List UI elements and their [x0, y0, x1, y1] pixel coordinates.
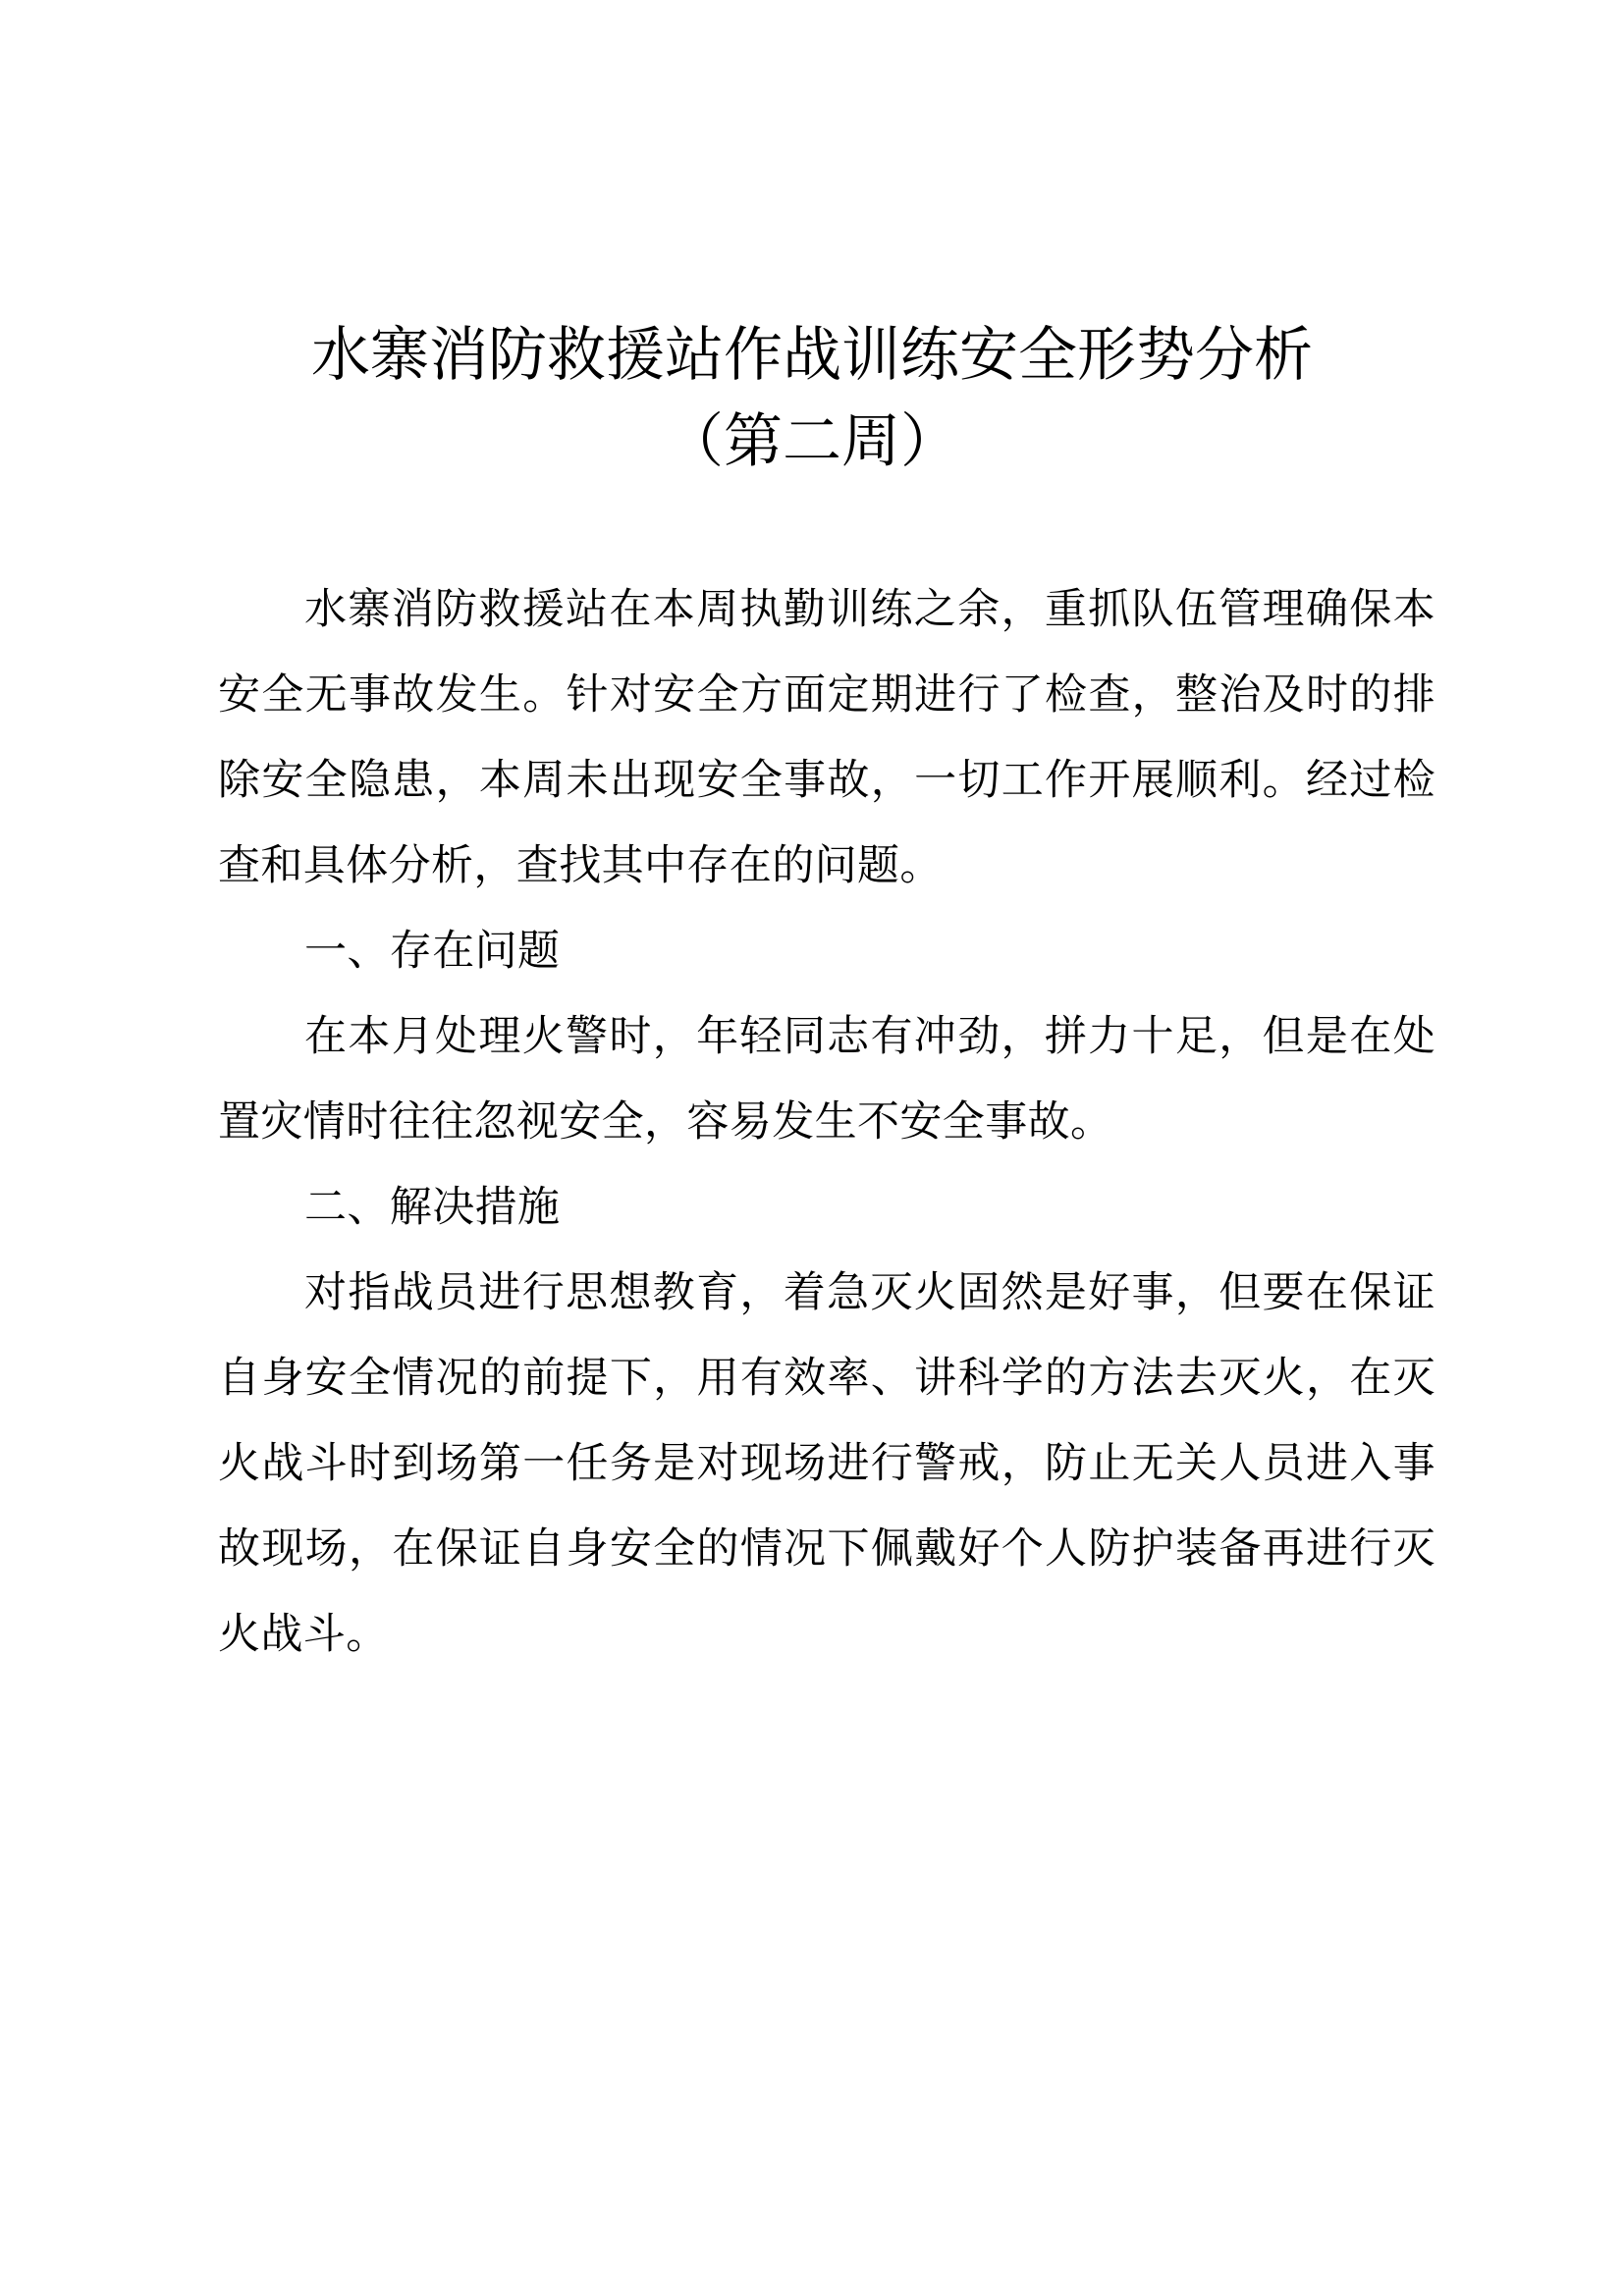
section-heading-problems: 一、存在问题 — [304, 927, 561, 976]
document-title: 水寨消防救援站作战训练安全形势分析 — [311, 321, 1313, 390]
problems-paragraph: 在本月处理火警时，年轻同志有冲劲，拼力十足，但是在处置灾情时往往忽视安全，容易发生不安全事故。 — [218, 1012, 1435, 1147]
intro-paragraph: 水寨消防救援站在本周执勤训练之余，重抓队伍管理确保本安全无事故发生。针对安全方面定期进行了检查，整治及时的排除安全隐患，本周未出现安全事故，一切工作开展顺利。经过检查和具体分析，查找其中存在的问题。 — [218, 585, 1435, 890]
title-block — [0, 312, 1624, 485]
section-heading-measures: 二、解决措施 — [304, 1183, 561, 1232]
document-body — [218, 567, 1435, 1678]
measures-paragraph: 对指战员进行思想教育，着急灭火固然是好事，但要在保证自身安全情况的前提下，用有效率、讲科学的方法去灭火，在灭火战斗时到场第一任务是对现场进行警戒，防止无关人员进入事故现场，在保证自身安全的情况下佩戴好个人防护装备再进行灭火战斗。 — [218, 1268, 1435, 1659]
document-subtitle: （第二周） — [665, 407, 959, 476]
